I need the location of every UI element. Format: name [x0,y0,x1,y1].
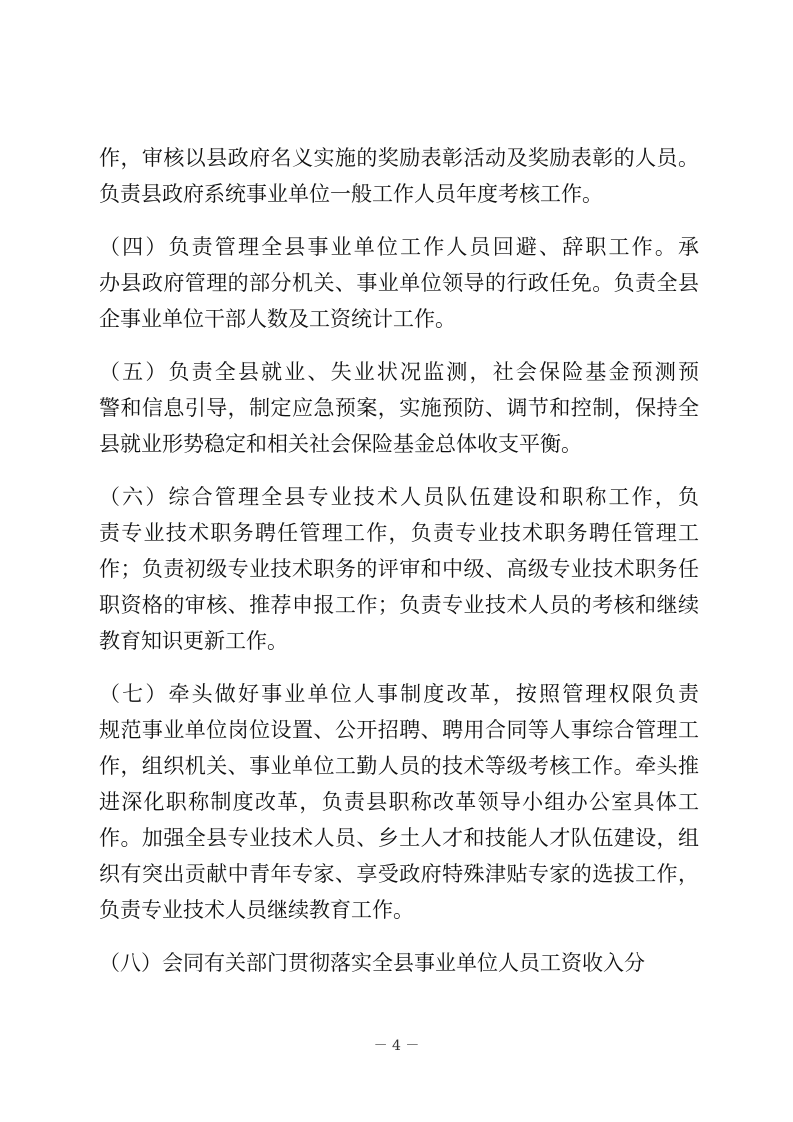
text-line: 作。加强全县专业技术人员、乡土人才和技能人才队伍建设，组 [99,826,699,850]
paragraph-gap [99,462,699,479]
text-line: 教育知识更新工作。 [99,629,288,653]
text-line: 企事业单位干部人数及工资统计工作。 [99,307,456,331]
text-line: 县就业形势稳定和相关社会保险基金总体收支平衡。 [99,432,582,456]
text-line: （八）会同有关部门贯彻落实全县事业单位人员工资收入分 [99,951,645,975]
paragraph-gap [99,212,699,229]
paragraph [99,945,699,981]
text-line: 作；负责初级专业技术职务的评审和中级、高级专业技术职务任 [99,557,699,581]
paragraph [99,479,699,659]
text-line: 作，审核以县政府名义实施的奖励表彰活动及奖励表彰的人员。 [99,146,699,170]
text-line: （四）负责管理全县事业单位工作人员回避、辞职工作。承 [99,235,699,259]
text-line: 负责专业技术人员继续教育工作。 [99,898,414,922]
text-line: 办县政府管理的部分机关、事业单位领导的行政任免。负责全县 [99,271,699,295]
paragraph-gap [99,928,699,945]
paragraph [99,229,699,337]
page-number: － 4 － [373,1038,420,1054]
paragraph [99,140,699,212]
text-line: （七）牵头做好事业单位人事制度改革，按照管理权限负责 [99,682,699,706]
text-line: 规范事业单位岗位设置、公开招聘、聘用合同等人事综合管理工 [99,718,699,742]
paragraph [99,676,699,928]
paragraph-gap [99,337,699,354]
paragraph-gap [99,659,699,676]
paragraph [99,354,699,462]
text-line: 织有突出贡献中青年专家、享受政府特殊津贴专家的选拔工作， [99,862,699,886]
text-line: 作，组织机关、事业单位工勤人员的技术等级考核工作。牵头推 [99,754,699,778]
text-line: （五）负责全县就业、失业状况监测，社会保险基金预测预 [99,360,699,384]
text-line: 警和信息引导，制定应急预案，实施预防、调节和控制，保持全 [99,396,699,420]
text-line: 职资格的审核、推荐申报工作；负责专业技术人员的考核和继续 [99,593,699,617]
text-line: 责专业技术职务聘任管理工作，负责专业技术职务聘任管理工 [99,521,699,545]
text-line: （六）综合管理全县专业技术人员队伍建设和职称工作，负 [99,485,699,509]
body-text [99,140,699,981]
text-line: 进深化职称制度改革，负责县职称改革领导小组办公室具体工 [99,790,699,814]
text-line: 负责县政府系统事业单位一般工作人员年度考核工作。 [99,182,603,206]
